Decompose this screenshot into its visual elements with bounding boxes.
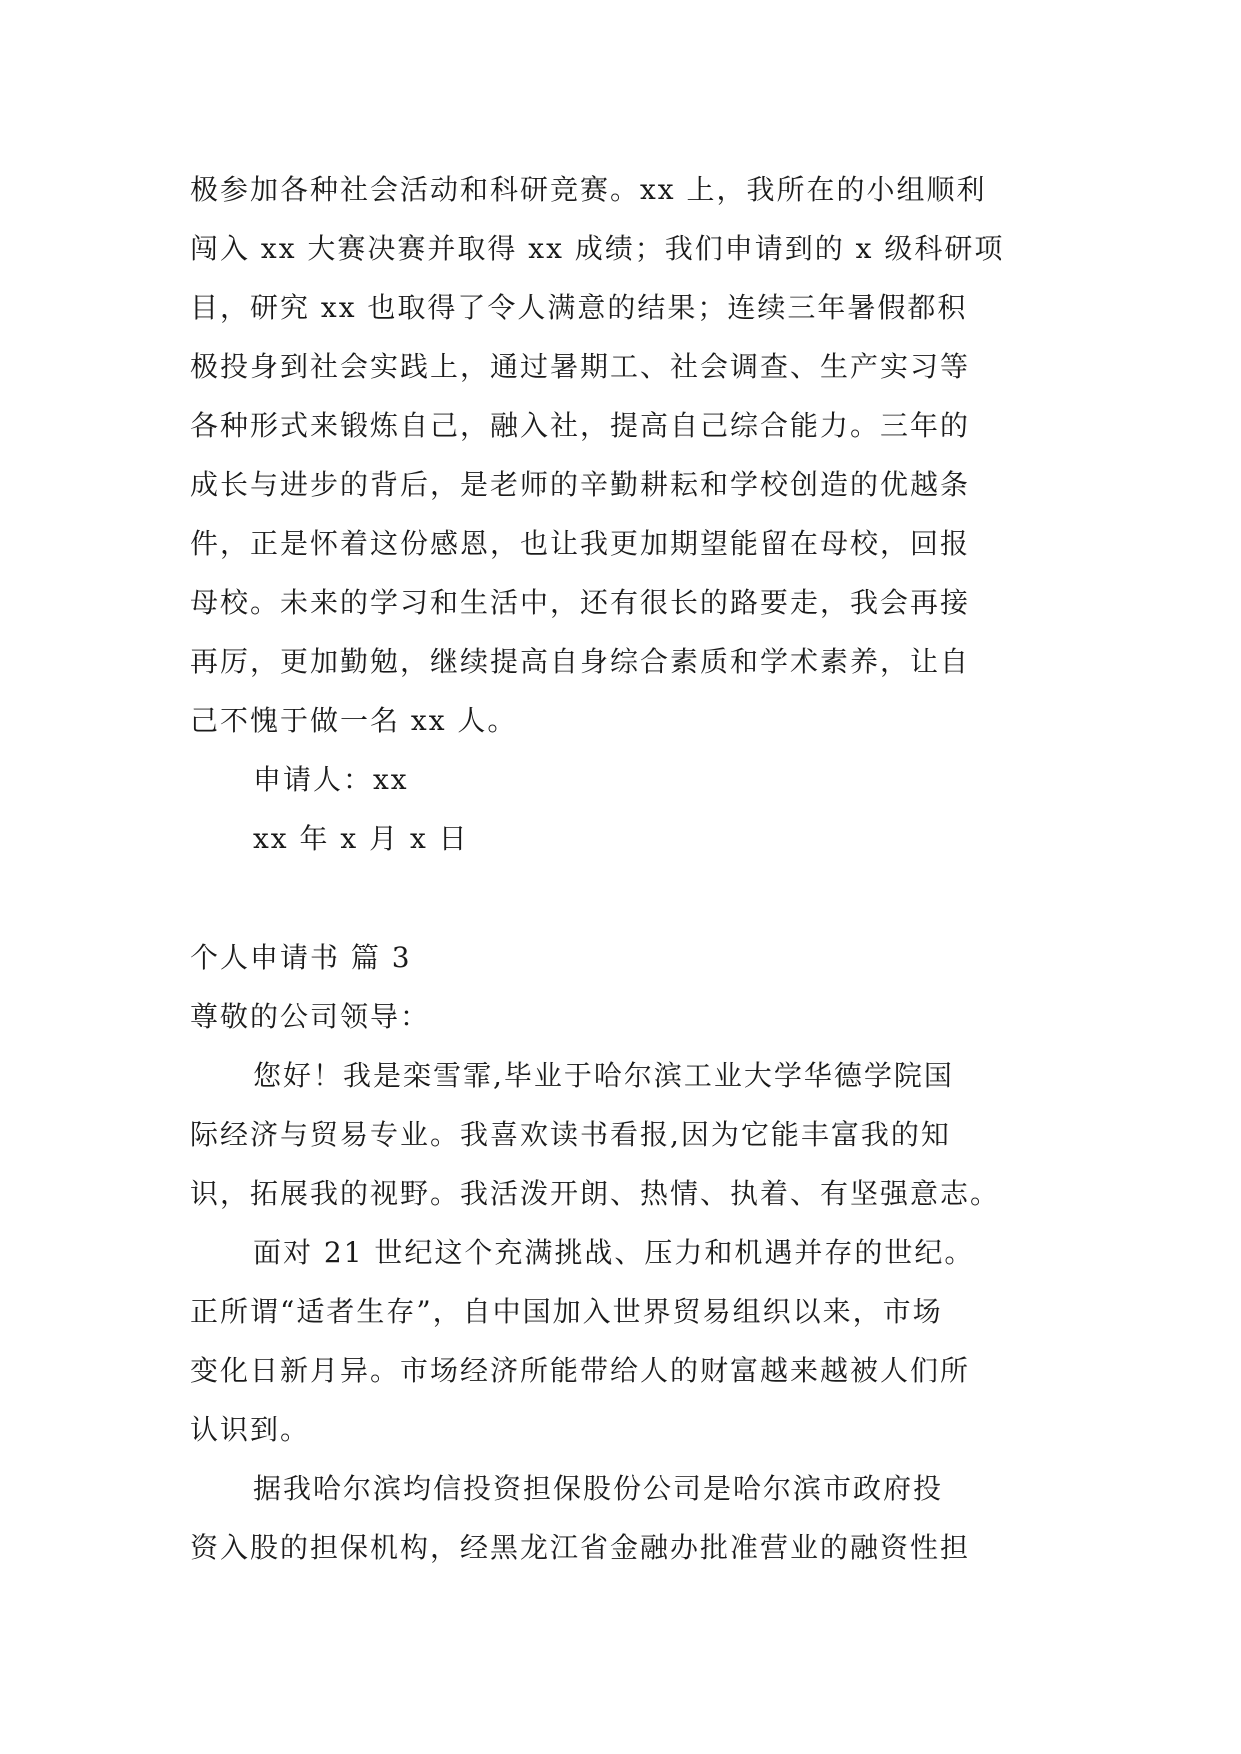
- application-date: xx 年 x 月 x 日: [253, 822, 469, 855]
- paragraph-introduction: [190, 1046, 1050, 1223]
- text-line: 面对 21 世纪这个充满挑战、压力和机遇并存的世纪。: [253, 1236, 975, 1269]
- text-line: 资入股的担保机构，经黑龙江省金融办批准营业的融资性担: [190, 1531, 971, 1564]
- paragraph-market: [190, 1223, 1050, 1459]
- text-line: 识，拓展我的视野。我活泼开朗、热情、执着、有坚强意志。: [190, 1177, 1001, 1210]
- applicant-signature: 申请人：xx: [253, 763, 409, 796]
- text-line: 极投身到社会实践上，通过暑期工、社会调查、生产实习等: [190, 350, 971, 383]
- text-line: 闯入 xx 大赛决赛并取得 xx 成绩；我们申请到的 x 级科研项: [190, 232, 1005, 265]
- text-line: 变化日新月异。市场经济所能带给人的财富越来越被人们所: [190, 1354, 971, 1387]
- paragraph-continuation: [190, 160, 1050, 750]
- text-line: 际经济与贸易专业。我喜欢读书看报,因为它能丰富我的知: [190, 1118, 951, 1151]
- document-body: [190, 160, 1050, 1577]
- text-line: 正所谓“适者生存”，自中国加入世界贸易组织以来，市场: [190, 1295, 943, 1328]
- text-line: 母校。未来的学习和生活中，还有很长的路要走，我会再接: [190, 586, 971, 619]
- text-line: 目，研究 xx 也取得了令人满意的结果；连续三年暑假都积: [190, 291, 968, 324]
- section-gap: [190, 868, 1050, 928]
- text-line: 极参加各种社会活动和科研竞赛。xx 上，我所在的小组顺利: [190, 173, 987, 206]
- text-line: 据我哈尔滨均信投资担保股份公司是哈尔滨市政府投: [253, 1472, 944, 1505]
- paragraph-company: [190, 1459, 1050, 1577]
- text-line: 认识到。: [190, 1413, 311, 1446]
- text-line: 成长与进步的背后，是老师的辛勤耕耘和学校创造的优越条: [190, 468, 971, 501]
- section-title: 个人申请书 篇 3: [190, 941, 412, 974]
- text-line: 您好！我是栾雪霏,毕业于哈尔滨工业大学华德学院国: [253, 1059, 954, 1092]
- text-line: 己不愧于做一名 xx 人。: [190, 704, 518, 737]
- text-line: 各种形式来锻炼自己，融入社，提高自己综合能力。三年的: [190, 409, 971, 442]
- text-line: 再厉，更加勤勉，继续提高自身综合素质和学术素养，让自: [190, 645, 971, 678]
- text-line: 件，正是怀着这份感恩，也让我更加期望能留在母校，回报: [190, 527, 971, 560]
- salutation: 尊敬的公司领导：: [190, 1000, 431, 1033]
